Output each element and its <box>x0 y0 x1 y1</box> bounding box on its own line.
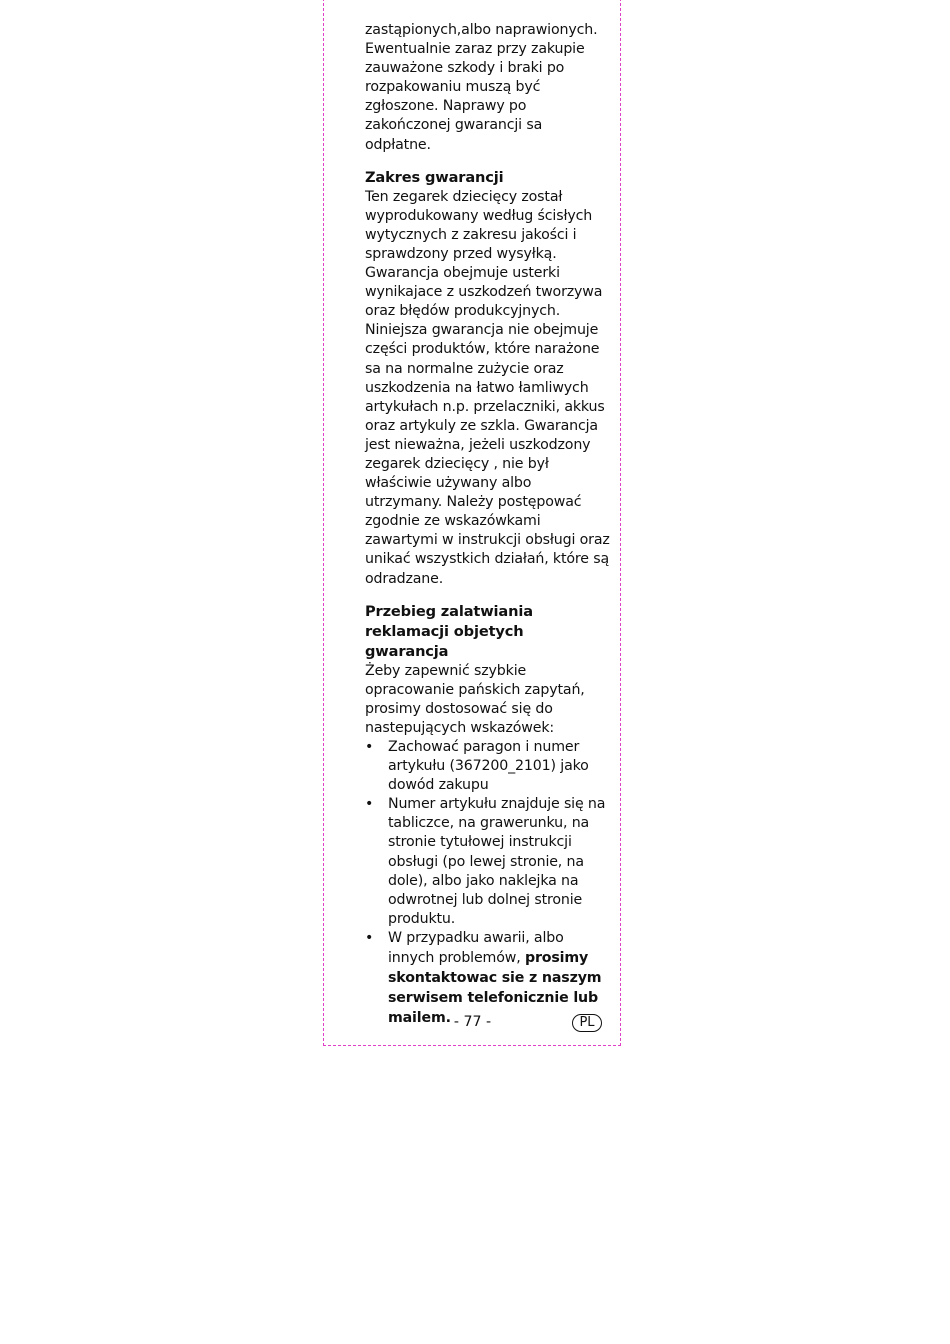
section-gap <box>365 589 610 602</box>
instructions-list <box>365 738 610 1028</box>
section-gap <box>365 155 610 168</box>
list-item <box>365 738 610 795</box>
bullet-icon: • <box>365 929 374 946</box>
bullet-icon: • <box>365 739 374 755</box>
list-item-bold-text: prosimy skontaktowac sie z naszym serwisem telefonicznie lub mailem. <box>388 950 602 1027</box>
list-item-text: Zachować paragon i numer artykułu (367200_2101) jako dowód zakupu <box>388 739 589 794</box>
bullet-icon: • <box>365 796 374 813</box>
list-item-text: W przypadku awarii, albo innych problemów, <box>388 929 564 967</box>
page-number: - 77 - <box>453 1014 492 1030</box>
language-badge: PL <box>572 1014 602 1032</box>
section-heading-process: Przebieg zalatwiania reklamacji objetych gwarancja <box>365 602 533 660</box>
document-body <box>365 21 610 1028</box>
intro-paragraph: zastąpionych,albo naprawionych. Ewentualnie zaraz przy zakupie zauważone szkody i braki po rozpakowaniu muszą być zgłoszone. Naprawy po zakończonej gwarancji sa odpłatne. <box>365 22 598 153</box>
section-heading-scope: Zakres gwarancji <box>365 168 504 186</box>
scope-paragraph: Ten zegarek dziecięcy został wyprodukowany według ścisłych wytycznych z zakresu jakości i sprawdzony przed wysyłką. Gwarancja obejmuje usterki wynikajace z uszkodzeń tworzywa oraz błędów produkcyjnych. Niniejsza gwarancja nie obejmuje części produktów, które narażone sa na normalne zużycie oraz uszkodzenia na łatwo łamliwych artykułach n.p. przelaczniki, akkus oraz artykuly ze szkla. Gwarancja jest nieważna, jeżeli uszkodzony zegarek dziecięcy , nie był właściwie używany albo utrzymany. Należy postępować zgodnie ze wskazówkami zawartymi w instrukcji obsługi oraz unikać wszystkich działań, które są odradzane. <box>365 188 610 587</box>
list-item-text: Numer artykułu znajduje się na tabliczce, na grawerunku, na stronie tytułowej instrukcji obsługi (po lewej stronie, na dole), albo jako naklejka na odwrotnej lub dolnej stronie produktu. <box>388 796 606 927</box>
list-item <box>365 795 610 929</box>
process-intro-paragraph: Żeby zapewnić szybkie opracowanie pańskich zapytań, prosimy dostosować się do nastepujących wskazówek: <box>365 662 585 736</box>
